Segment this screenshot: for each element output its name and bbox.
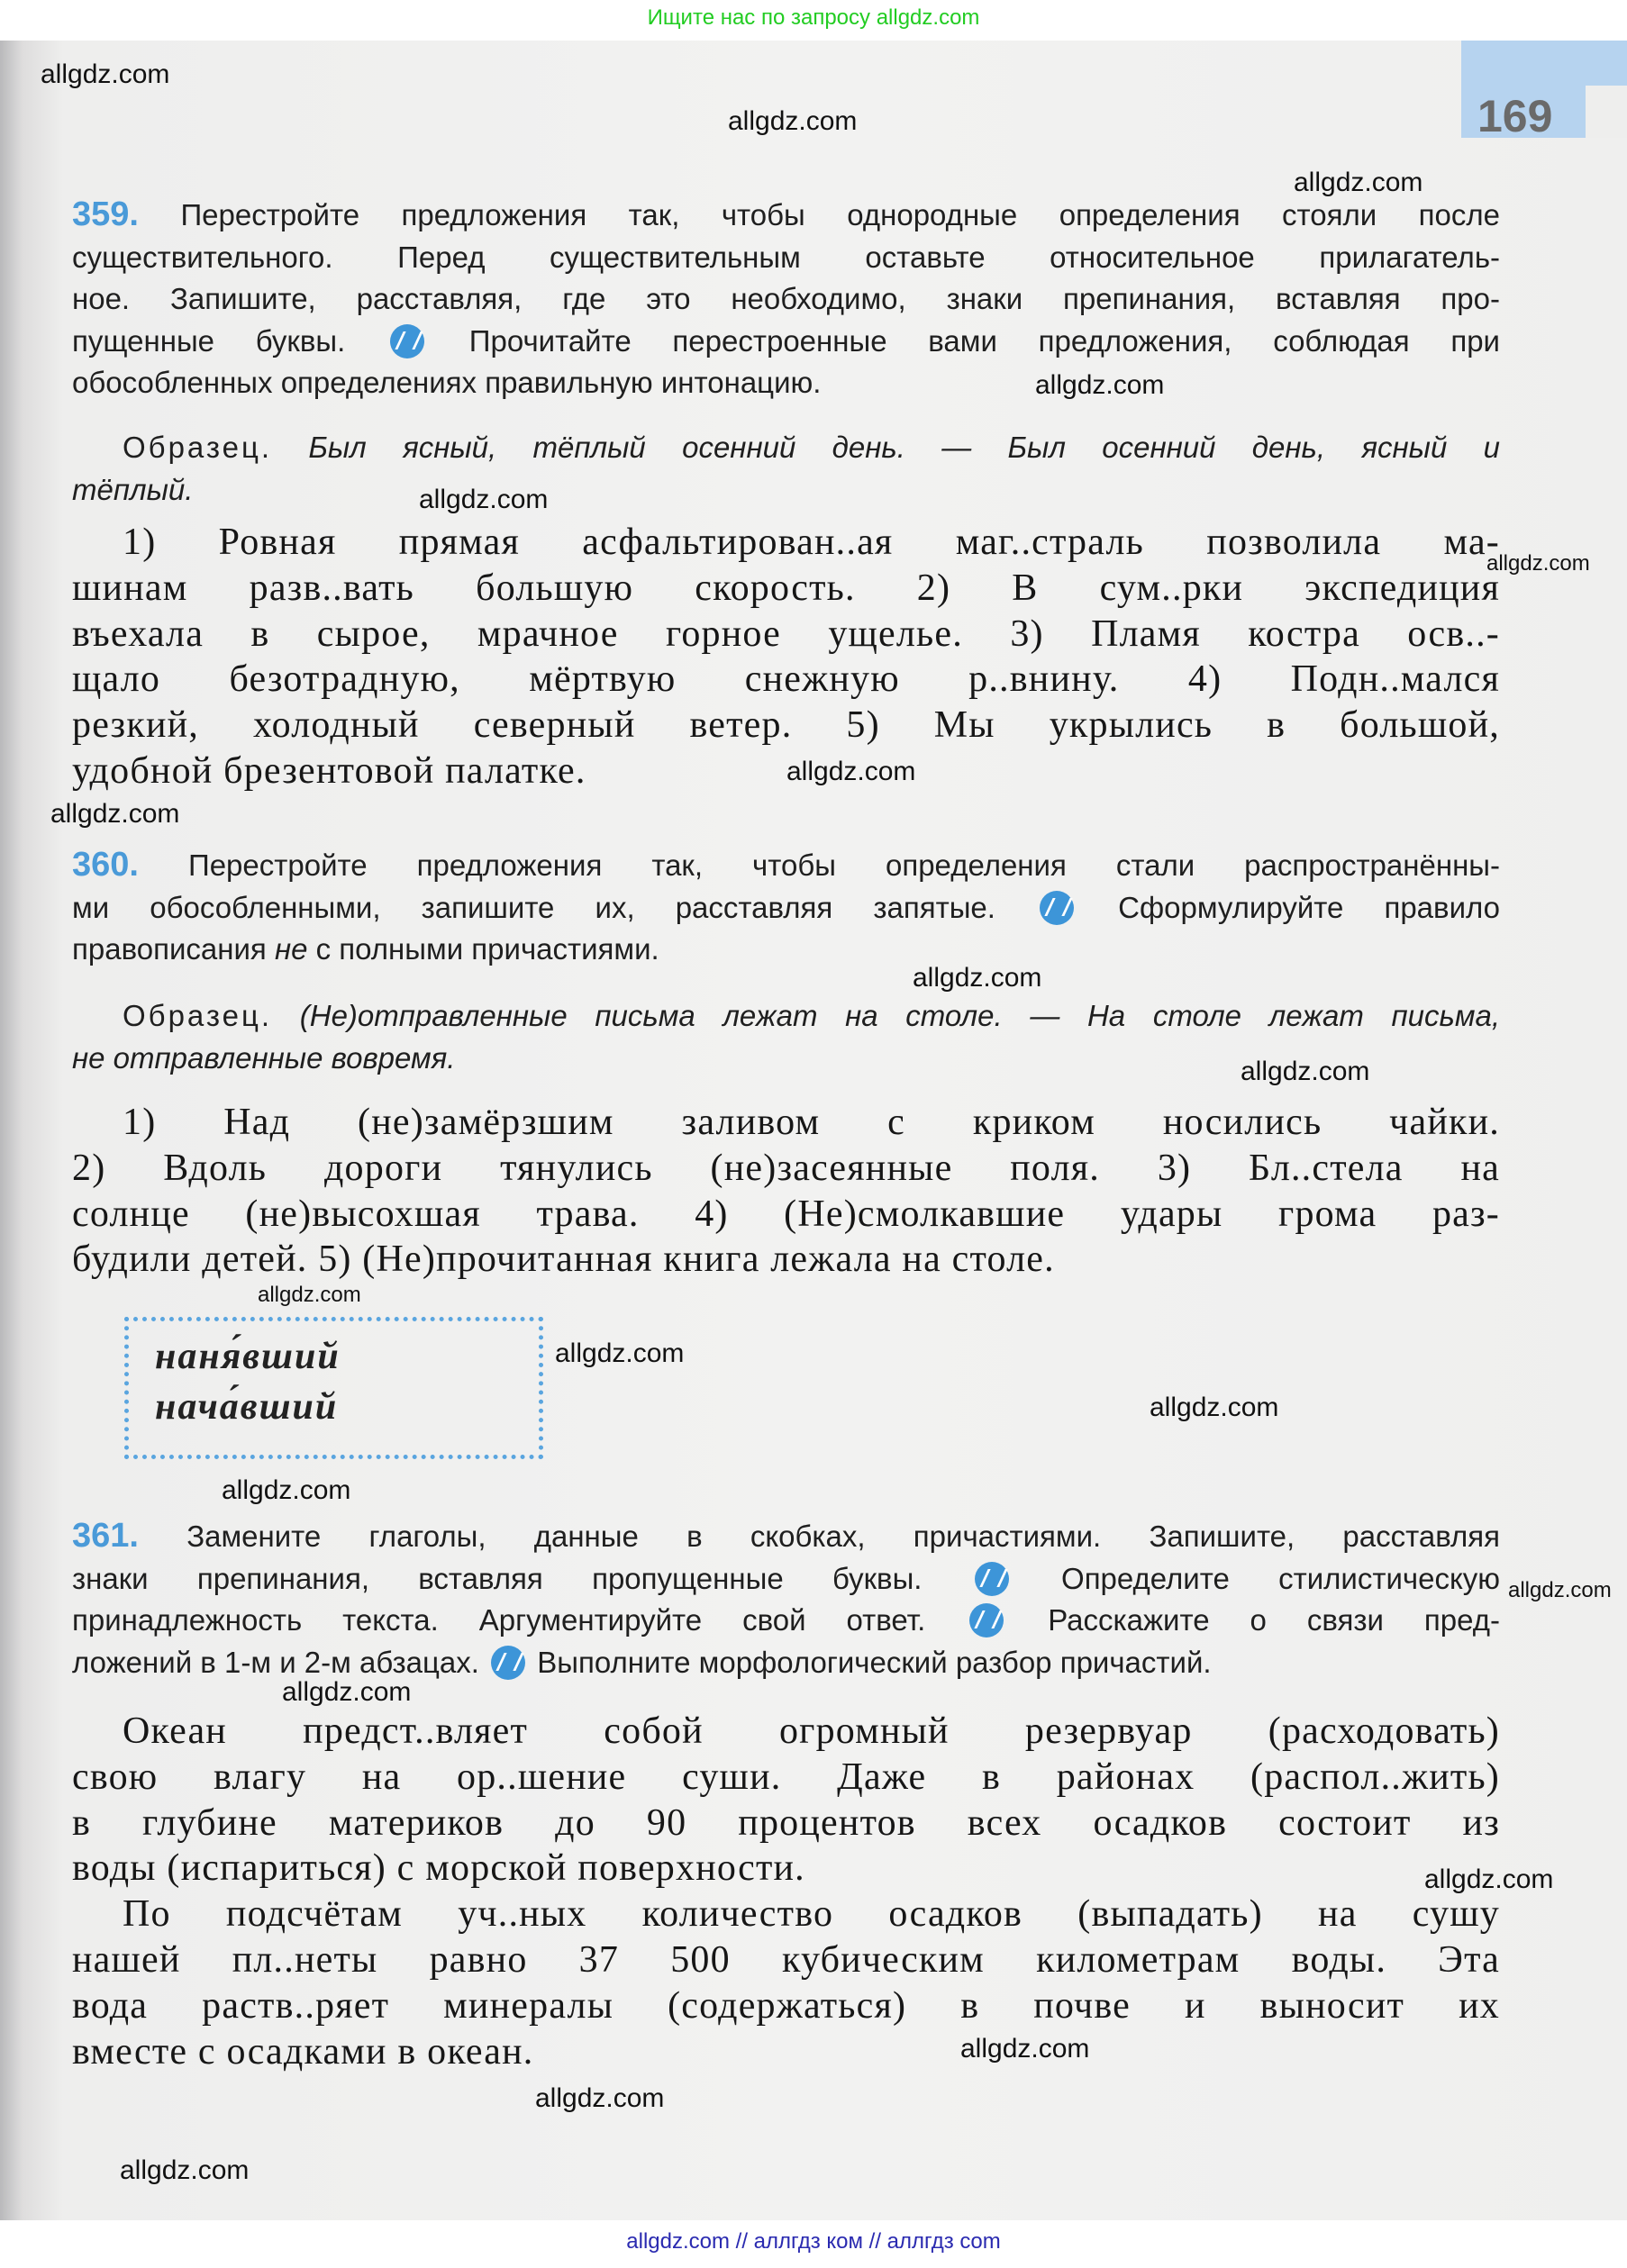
search-banner[interactable]: Ищите нас по запросу allgdz.com	[647, 5, 980, 30]
watermark: allgdz.com	[1486, 551, 1590, 576]
pencil-icon	[390, 324, 424, 358]
text: Выполните морфологический разбор причастий.	[529, 1645, 1212, 1679]
text: воды (испариться) с морской поверхности.	[72, 1847, 805, 1890]
text-line	[72, 1515, 1500, 1558]
spelling-word: наня́вший	[155, 1336, 341, 1377]
text-line	[72, 362, 1500, 404]
text-line	[72, 1237, 1500, 1283]
text: в глубине материков до 90 процентов всех осадков состоит из	[72, 1801, 1500, 1844]
pencil-icon	[1040, 891, 1074, 925]
text: обособленных определениях правильную интонацию.	[72, 366, 822, 399]
exercise-360-task	[72, 844, 1500, 971]
text-line	[72, 1192, 1500, 1238]
text-line	[72, 612, 1500, 658]
text: Расскажите о связи пред-	[1007, 1603, 1500, 1637]
watermark: allgdz.com	[120, 2155, 250, 2185]
sample-label: Образец.	[123, 431, 273, 464]
watermark: allgdz.com	[419, 485, 549, 514]
watermark: allgdz.com	[1150, 1393, 1279, 1422]
exercise-number: 360.	[72, 846, 139, 884]
text: солнце (не)высохшая трава. 4) (Не)смолкавшие удары грома раз-	[72, 1193, 1500, 1235]
watermark: allgdz.com	[41, 59, 170, 89]
exercise-361-task	[72, 1515, 1500, 1683]
text-line	[72, 237, 1500, 279]
text: Определите стилистическую	[1012, 1561, 1500, 1595]
text: Океан предст..вляет собой огромный резервуар (расходовать)	[123, 1710, 1500, 1752]
text: щало безотрадную, мёртвую снежную р..внину. 4) Подн..мался	[72, 658, 1500, 701]
text-line	[72, 194, 1500, 237]
exercise-359-task	[72, 194, 1500, 404]
text: существительного. Перед существительным оставьте относительное прилагатель-	[72, 240, 1500, 274]
text: с полными причастиями.	[307, 932, 659, 966]
watermark: allgdz.com	[222, 1475, 351, 1505]
text-line	[72, 1709, 1500, 1755]
text: ложений в 1-м и 2-м абзацах.	[72, 1645, 488, 1679]
text-line	[72, 321, 1500, 363]
text-line	[72, 1558, 1500, 1601]
text-line	[72, 1846, 1500, 1892]
text-line	[72, 703, 1500, 748]
watermark: allgdz.com	[1424, 1864, 1554, 1894]
text-line	[72, 566, 1500, 612]
text-line	[72, 995, 1500, 1038]
text: ное. Запишите, расставляя, где это необходимо, знаки препинания, вставляя про-	[72, 282, 1500, 315]
italic-text: не отправленные вовремя.	[72, 1040, 456, 1075]
watermark: allgdz.com	[1508, 1578, 1612, 1602]
watermark: allgdz.com	[1241, 1057, 1370, 1086]
italic-text: не	[274, 932, 308, 966]
text-line	[72, 1892, 1500, 1937]
text: резкий, холодный северный ветер. 5) Мы укрылись в большой,	[72, 704, 1500, 747]
text: ми обособленными, запишите их, расставляя запятые.	[72, 890, 1037, 924]
watermark: allgdz.com	[555, 1338, 685, 1368]
exercise-number: 361.	[72, 1517, 139, 1555]
text-line	[72, 469, 1500, 512]
page-number: 169	[1477, 91, 1553, 141]
spelling-word: нача́вший	[155, 1386, 339, 1428]
exercise-360-text	[72, 1100, 1500, 1283]
pencil-icon	[975, 1562, 1009, 1596]
text-line	[72, 657, 1500, 703]
text: знаки препинания, вставляя пропущенные буквы.	[72, 1561, 971, 1595]
text: принадлежность текста. Аргументируйте свой ответ.	[72, 1603, 967, 1637]
text-line	[72, 427, 1500, 469]
text-line	[72, 1755, 1500, 1801]
watermark: allgdz.com	[728, 106, 858, 136]
text: вода раств..ряет минералы (содержаться) в почве и выносит их	[72, 1984, 1500, 2027]
exercise-number: 359.	[72, 195, 139, 233]
text: Сформулируйте правило	[1077, 890, 1500, 924]
pencil-icon	[969, 1603, 1004, 1637]
text-line	[72, 1100, 1500, 1146]
text: пущенные буквы.	[72, 323, 387, 358]
watermark: allgdz.com	[960, 2034, 1090, 2064]
watermark: allgdz.com	[913, 963, 1042, 993]
text: нашей пл..неты равно 37 500 кубическим километрам воды. Эта	[72, 1938, 1500, 1981]
exercise-359-sample	[72, 427, 1500, 511]
watermark: allgdz.com	[535, 2083, 665, 2113]
watermark: allgdz.com	[786, 757, 916, 786]
watermark: allgdz.com	[50, 799, 180, 829]
exercise-359-text	[72, 520, 1500, 794]
text-line	[72, 1937, 1500, 1983]
text-line	[72, 1801, 1500, 1846]
text-line	[72, 887, 1500, 930]
text: удобной брезентовой палатке.	[72, 749, 586, 792]
text-line	[72, 1983, 1500, 2029]
page-tab-notch	[1586, 86, 1627, 138]
sample-label: Образец.	[123, 999, 273, 1032]
text-line	[72, 278, 1500, 321]
italic-text: тёплый.	[72, 472, 194, 506]
text-line	[72, 1146, 1500, 1192]
text-line	[72, 929, 1500, 971]
text: свою влагу на ор..шение суши. Даже в районах (распол..жить)	[72, 1755, 1500, 1798]
text: Перестройте предложения так, чтобы определения стали распространённы-	[138, 848, 1500, 882]
text-line	[72, 520, 1500, 566]
watermark: allgdz.com	[1035, 370, 1165, 400]
text: Замените глаголы, данные в скобках, причастиями. Запишите, расставляя	[138, 1520, 1500, 1553]
text: 1) Над (не)замёрзшим заливом с криком носились чайки.	[123, 1102, 1500, 1143]
text: 2) Вдоль дороги тянулись (не)засеянные поля. 3) Бл..стела на	[72, 1147, 1500, 1189]
text-line	[72, 1600, 1500, 1642]
italic-text: (Не)отправленные письма лежат на столе. — На столе лежат письма,	[272, 999, 1500, 1032]
text-line	[72, 844, 1500, 887]
text: правописания	[72, 932, 275, 966]
text-line	[72, 2029, 1500, 2075]
text: будили детей. 5) (Не)прочитанная книга лежала на столе.	[72, 1238, 1055, 1281]
text: вместе с осадками в океан.	[72, 2030, 534, 2073]
footer-links[interactable]: allgdz.com // аллгдз ком // аллгдз com	[626, 2229, 1001, 2254]
text: Перестройте предложения так, чтобы однородные определения стояли после	[138, 198, 1500, 231]
watermark: allgdz.com	[282, 1677, 412, 1707]
text: шинам разв..вать большую скорость. 2) В сум..рки экспедиция	[72, 567, 1500, 609]
text: По подсчётам уч..ных количество осадков (выпадать) на сушу	[123, 1893, 1500, 1936]
watermark: allgdz.com	[1294, 168, 1423, 197]
watermark: allgdz.com	[258, 1283, 361, 1307]
text: 1) Ровная прямая асфальтирован..ая маг..страль позволила ма-	[123, 522, 1500, 563]
text: въехала в сырое, мрачное горное ущелье. 3) Пламя костра осв..-	[72, 612, 1500, 655]
italic-text: Был ясный, тёплый осенний день. — Был осенний день, ясный и	[272, 431, 1500, 464]
text: Прочитайте перестроенные вами предложения, соблюдая при	[428, 323, 1500, 358]
exercise-361-text	[72, 1709, 1500, 2074]
pencil-icon	[491, 1646, 525, 1680]
